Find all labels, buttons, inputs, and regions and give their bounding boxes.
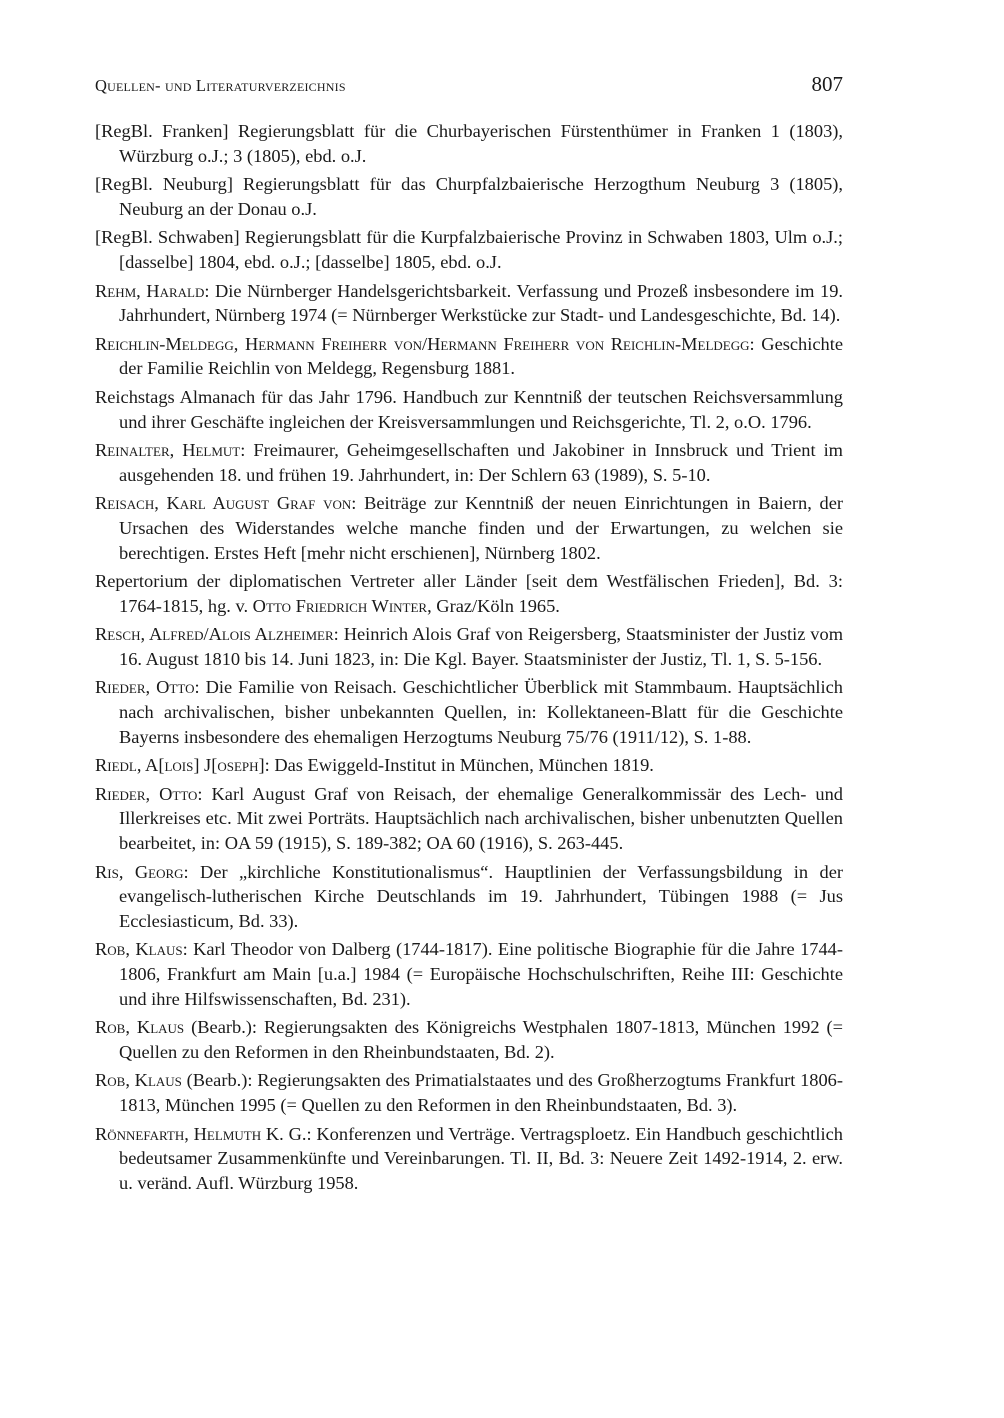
bibliography-entry (95, 782, 843, 856)
bibliography-entry (95, 937, 843, 1011)
entry-author: Reinalter, Helmut (95, 440, 241, 461)
entry-author: Riedl, A[lois] J[oseph] (95, 755, 265, 776)
entry-text: Reichstags Almanach für das Jahr 1796. Handbuch zur Kenntniß der teutschen Reichsversammlung und ihrer Geschäfte ingleichen der Kreisversammlungen und Reichsgerichte, Tl. 2, o.O. 1796. (95, 386, 843, 432)
entry-author: Rönnefarth, Helmuth (95, 1123, 262, 1144)
entry-text: [RegBl. Franken] Regierungsblatt für die Churbayerischen Fürstenthümer in Franken 1 (1803), Würzburg o.J.; 3 (1805), ebd. o.J. (95, 121, 843, 166)
entry-text-after: , Graz/Köln 1965. (427, 595, 560, 616)
bibliography-entry (95, 675, 843, 749)
entry-author: Reisach, Karl August Graf von (95, 493, 352, 514)
entry-author: Reichlin-Meldegg, Hermann Freiherr von/Hermann Freiherr von Reichlin-Meldegg (95, 333, 750, 354)
bibliography-entry (95, 279, 843, 328)
entry-text: : Das Ewiggeld-Institut in München, München 1819. (264, 755, 654, 776)
entry-author: Rob, Klaus (95, 939, 183, 960)
bibliography-entry (95, 1068, 843, 1117)
entry-author: Rob, Klaus (95, 1070, 182, 1091)
entry-text: : Heinrich Alois Graf von Reigersberg, Staatsminister der Justiz vom 16. August 1810 bis 14. Juni 1823, in: Die Kgl. Bayer. Staatsminister der Justiz, Tl. 1, S. 5-156. (119, 624, 843, 669)
bibliography-list (95, 119, 843, 1199)
bibliography-entry (95, 622, 843, 671)
bibliography-entry (95, 491, 843, 565)
entry-text: : Beiträge zur Kenntniß der neuen Einrichtungen in Baiern, der Ursachen des Widerstandes welche manche finden und der Erwartungen, zu welchen sie berechtigen. Erstes Heft [mehr nicht erschienen], Nürnberg 1802. (119, 493, 843, 563)
bibliography-entry (95, 225, 843, 274)
bibliography-entry (95, 860, 843, 934)
entry-text: (Bearb.): Regierungsakten des Königreichs Westphalen 1807-1813, München 1992 (= Quellen zu den Reformen in den Rheinbundstaaten, Bd. 2). (119, 1017, 844, 1062)
bibliography-entry (95, 438, 843, 487)
bibliography-entry (95, 119, 843, 168)
bibliography-entry (95, 332, 843, 381)
entry-text: [RegBl. Neuburg] Regierungsblatt für das Churpfalzbaierische Herzogthum Neuburg 3 (1805), Neuburg an der Donau o.J. (95, 174, 843, 219)
entry-text: : Der „kirchliche Konstitutionalismus“. Hauptlinien der Verfassungsbildung in der evangelisch-lutherischen Kirche Deutschlands im 19. Jahrhundert, Tübingen 1988 (= Jus Ecclesiasticum, Bd. 33). (119, 861, 843, 931)
entry-text: [RegBl. Schwaben] Regierungsblatt für die Kurpfalzbaierische Provinz in Schwaben 1803, Ulm o.J.; [dasselbe] 1804, ebd. o.J.; [dasselbe] 1805, ebd. o.J. (95, 227, 843, 272)
entry-author: Rob, Klaus (95, 1017, 185, 1038)
page-number: 807 (811, 72, 843, 96)
bibliography-entry (95, 753, 843, 778)
page-header (95, 72, 843, 102)
entry-text: : Karl August Graf von Reisach, der ehemalige Generalkommissär des Lech- und Illerkreises etc. Mit zwei Porträts. Hauptsächlich nach archivalischen, bisher unbenutzten Quellen bearbeitet, in: OA 59 (1915), S. 189-382; OA 60 (1916), S. 263-445. (119, 783, 843, 854)
entry-author: Rehm, Harald (95, 280, 205, 301)
entry-text: : Karl Theodor von Dalberg (1744-1817). Eine politische Biographie für die Jahre 1744-1806, Frankfurt am Main [u.a.] 1984 (= Europäische Hochschulschriften, Reihe III: Geschichte und ihre Hilfswissenschaften, Bd. 231). (119, 939, 843, 1009)
running-title: Quellen- und Literaturverzeichnis (95, 76, 346, 95)
entry-author: Rieder, Otto (95, 783, 198, 804)
entry-author: Resch, Alfred/Alois Alzheimer (95, 624, 334, 645)
entry-author: Ris, Georg (95, 861, 184, 882)
entry-editor: Otto Friedrich Winter (252, 595, 428, 616)
entry-text: : Die Familie von Reisach. Geschichtlicher Überblick mit Stammbaum. Hauptsächlich nach archivalischen, bisher unbekannten Quellen, in: Kollektaneen-Blatt für die Geschichte Bayerns insbesondere des ehemaligen Herzogtums Neuburg 75/76 (1911/12), S. 1-88. (119, 677, 843, 747)
bibliography-entry (95, 1122, 843, 1196)
bibliography-entry (95, 569, 843, 618)
entry-text: : Die Nürnberger Handelsgerichtsbarkeit. Verfassung und Prozeß insbesondere im 19. Jahrhundert, Nürnberg 1974 (= Nürnberger Werkstücke zur Stadt- und Landesgeschichte, Bd. 14). (119, 280, 843, 326)
entry-text: : Geschichte der Familie Reichlin von Meldegg, Regensburg 1881. (119, 333, 843, 379)
bibliography-entry (95, 172, 843, 221)
bibliography-entry (95, 385, 843, 434)
bibliography-entry (95, 1015, 843, 1064)
entry-text: K. G.: Konferenzen und Verträge. Vertragsploetz. Ein Handbuch geschichtlich bedeutsamer Zusammenkünfte und Vereinbarungen. Tl. II, Bd. 3: Neuere Zeit 1492-1914, 2. erw. u. veränd. Aufl. Würzburg 1958. (119, 1123, 843, 1193)
entry-text: (Bearb.): Regierungsakten des Primatialstaates und des Großherzogtums Frankfurt 1806-1813, München 1995 (= Quellen zu den Reformen in den Rheinbundstaaten, Bd. 3). (119, 1070, 843, 1115)
entry-text: : Freimaurer, Geheimgesellschaften und Jakobiner in Innsbruck und Trient im ausgehenden 18. und frühen 19. Jahrhundert, in: Der Schlern 63 (1989), S. 5-10. (119, 440, 843, 485)
entry-text: Repertorium der diplomatischen Vertreter aller Länder [seit dem Westfälischen Frieden], Bd. 3: 1764-1815, hg. v. (95, 571, 843, 616)
entry-author: Rieder, Otto (95, 677, 195, 698)
